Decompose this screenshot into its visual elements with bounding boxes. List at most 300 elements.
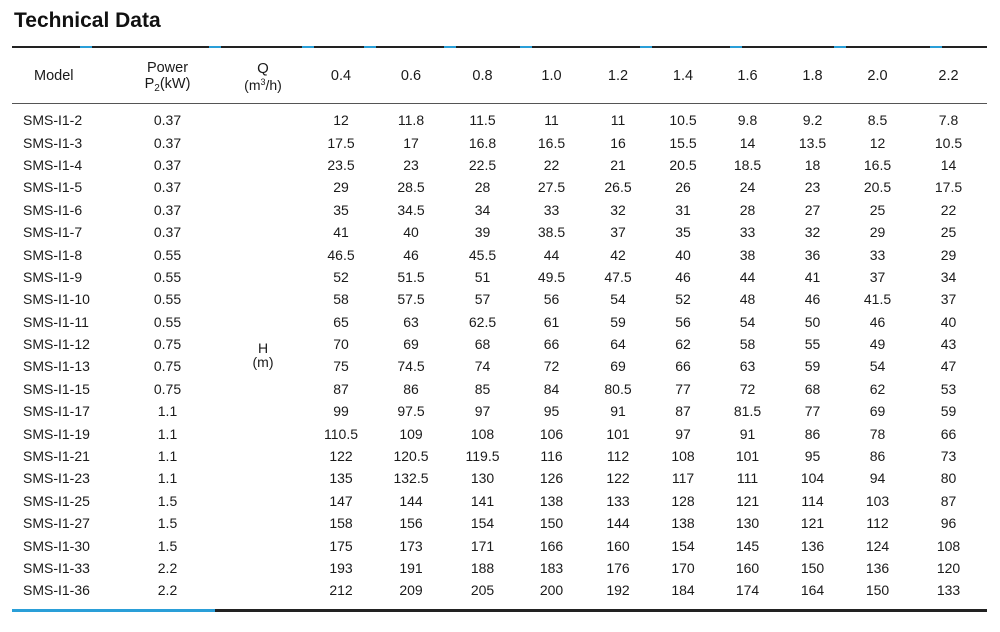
head-value-cell: 212 bbox=[329, 582, 353, 599]
head-value-cell: 80.5 bbox=[604, 380, 632, 397]
table-row bbox=[12, 579, 987, 601]
head-value-cell: 69 bbox=[403, 336, 419, 353]
head-value-cell: 97 bbox=[474, 403, 491, 420]
head-value-cell: 132.5 bbox=[393, 470, 429, 487]
head-value-cell: 147 bbox=[329, 492, 353, 509]
table-row bbox=[12, 266, 987, 288]
head-value-cell: 52 bbox=[675, 291, 691, 308]
head-value-cell: 124 bbox=[865, 537, 890, 554]
head-value-cell: 99 bbox=[333, 403, 349, 420]
head-value-cell: 7.8 bbox=[938, 112, 959, 129]
head-value-cell: 141 bbox=[470, 492, 495, 509]
model-cell: SMS-I1-8 bbox=[23, 246, 83, 263]
head-value-cell: 28.5 bbox=[397, 179, 425, 196]
head-value-cell: 41.5 bbox=[863, 291, 892, 308]
head-value-cell: 55 bbox=[804, 336, 821, 353]
head-value-cell: 50 bbox=[804, 313, 821, 330]
table-row bbox=[12, 154, 987, 176]
head-value-cell: 101 bbox=[735, 448, 760, 465]
head-value-cell: 69 bbox=[610, 358, 626, 375]
head-value-cell: 114 bbox=[801, 492, 824, 509]
head-value-cell: 78 bbox=[869, 425, 886, 442]
head-value-cell: 75 bbox=[333, 358, 349, 375]
head-value-cell: 9.2 bbox=[802, 112, 823, 129]
head-value-cell: 87 bbox=[940, 492, 957, 509]
head-value-cell: 84 bbox=[543, 380, 560, 397]
head-value-cell: 32 bbox=[610, 201, 626, 218]
head-value-cell: 53 bbox=[940, 380, 957, 397]
head-value-cell: 62 bbox=[675, 336, 691, 353]
page-title: Technical Data bbox=[14, 9, 161, 32]
head-value-cell: 11.5 bbox=[469, 112, 496, 129]
power-cell: 2.2 bbox=[157, 582, 178, 599]
head-value-cell: 56 bbox=[675, 313, 691, 330]
model-cell: SMS-I1-27 bbox=[23, 515, 90, 532]
head-value-cell: 154 bbox=[470, 515, 495, 532]
col-header-flow: 1.4 bbox=[672, 67, 694, 84]
power-unit: $P_2(kW)$ bbox=[144, 76, 191, 94]
head-value-cell: 42 bbox=[610, 246, 626, 263]
head-value-cell: 48 bbox=[739, 291, 756, 308]
head-value-cell: 138 bbox=[539, 492, 564, 509]
head-value-cell: 116 bbox=[540, 448, 563, 465]
head-value-cell: 112 bbox=[866, 515, 889, 532]
head-value-cell: 18.5 bbox=[733, 156, 762, 173]
head-value-cell: 59 bbox=[610, 313, 626, 330]
head-value-cell: 62 bbox=[869, 380, 886, 397]
head-value-cell: 16 bbox=[610, 134, 626, 151]
model-cell: SMS-I1-10 bbox=[23, 291, 90, 308]
model-cell: SMS-I1-30 bbox=[23, 537, 90, 554]
power-cell: 1.1 bbox=[157, 425, 178, 442]
head-value-cell: 96 bbox=[940, 515, 957, 532]
col-header-flow: 0.6 bbox=[400, 67, 422, 84]
head-value-cell: 192 bbox=[606, 582, 630, 599]
col-header-flow: 1.2 bbox=[607, 67, 629, 84]
head-value-cell: 95 bbox=[543, 403, 560, 420]
head-value-cell: 81.5 bbox=[733, 403, 762, 420]
head-value-cell: 184 bbox=[671, 582, 695, 599]
table-row bbox=[12, 131, 987, 153]
head-value-cell: 70 bbox=[333, 336, 349, 353]
head-value-cell: 12 bbox=[869, 134, 886, 151]
head-value-cell: 121 bbox=[735, 492, 760, 509]
head-value-cell: 11.8 bbox=[397, 112, 425, 129]
table-row bbox=[12, 199, 987, 221]
power-cell: 0.75 bbox=[153, 336, 182, 353]
head-value-cell: 158 bbox=[329, 515, 353, 532]
head-value-cell: 77 bbox=[804, 403, 821, 420]
head-value-cell: 63 bbox=[403, 313, 419, 330]
model-cell: SMS-I1-19 bbox=[23, 425, 90, 442]
head-value-cell: 72 bbox=[739, 380, 756, 397]
head-value-cell: 209 bbox=[399, 582, 423, 599]
head-value-cell: 69 bbox=[869, 403, 886, 420]
col-header-flow: 2.2 bbox=[938, 67, 959, 84]
head-value-cell: 28 bbox=[474, 179, 491, 196]
head-value-cell: 58 bbox=[333, 291, 349, 308]
head-value-cell: 171 bbox=[470, 537, 495, 554]
head-value-cell: 29 bbox=[333, 179, 349, 196]
power-cell: 0.37 bbox=[153, 224, 182, 241]
head-value-cell: 108 bbox=[936, 537, 961, 554]
head-value-cell: 64 bbox=[610, 336, 626, 353]
head-value-cell: 126 bbox=[539, 470, 564, 487]
head-value-cell: 144 bbox=[399, 492, 423, 509]
head-value-cell: 95 bbox=[804, 448, 821, 465]
head-value-cell: 66 bbox=[675, 358, 691, 375]
head-value-cell: 73 bbox=[940, 448, 957, 465]
head-value-cell: 128 bbox=[671, 492, 695, 509]
head-value-cell: 87 bbox=[675, 403, 691, 420]
head-value-cell: 46 bbox=[804, 291, 821, 308]
head-value-cell: 33 bbox=[543, 201, 560, 218]
table-row bbox=[12, 243, 987, 265]
q-unit: $(m^3/h)$ bbox=[244, 76, 282, 93]
head-value-cell: 13.5 bbox=[798, 134, 827, 151]
head-value-cell: 66 bbox=[940, 425, 957, 442]
power-cell: 1.5 bbox=[157, 492, 178, 509]
head-value-cell: 17.5 bbox=[327, 134, 355, 151]
power-cell: 1.1 bbox=[157, 403, 178, 420]
head-value-cell: 54 bbox=[739, 313, 756, 330]
head-value-cell: 29 bbox=[869, 224, 886, 241]
head-value-cell: 61 bbox=[543, 313, 560, 330]
head-value-cell: 166 bbox=[539, 537, 564, 554]
head-value-cell: 22 bbox=[940, 201, 957, 218]
head-value-cell: 101 bbox=[606, 425, 630, 442]
head-value-cell: 33 bbox=[869, 246, 886, 263]
model-cell: SMS-I1-7 bbox=[23, 224, 83, 241]
head-value-cell: 54 bbox=[869, 358, 886, 375]
head-value-cell: 11 bbox=[610, 112, 626, 129]
head-value-cell: 68 bbox=[474, 336, 491, 353]
head-value-cell: 14 bbox=[739, 134, 756, 151]
head-value-cell: 26 bbox=[675, 179, 691, 196]
head-value-cell: 12 bbox=[333, 112, 349, 129]
col-header-flow: 2.0 bbox=[867, 67, 888, 84]
head-value-cell: 174 bbox=[735, 582, 760, 599]
head-value-cell: 28 bbox=[739, 201, 756, 218]
model-cell: SMS-I1-12 bbox=[23, 336, 90, 353]
head-value-cell: 120 bbox=[936, 560, 961, 576]
head-value-cell: 136 bbox=[865, 560, 890, 576]
head-value-cell: 156 bbox=[399, 515, 423, 532]
technical-data-table bbox=[12, 52, 987, 602]
power-label: Power bbox=[146, 59, 189, 76]
table-row bbox=[12, 288, 987, 310]
table-row bbox=[12, 355, 987, 377]
head-value-cell: 33 bbox=[739, 224, 756, 241]
head-value-cell: 119.5 bbox=[465, 448, 500, 465]
table-row bbox=[12, 109, 987, 131]
head-value-cell: 20.5 bbox=[863, 179, 892, 196]
table-row bbox=[12, 378, 987, 400]
head-value-cell: 193 bbox=[329, 560, 353, 576]
head-value-cell: 56 bbox=[543, 291, 560, 308]
head-value-cell: 16.5 bbox=[537, 134, 566, 151]
head-value-cell: 54 bbox=[610, 291, 626, 308]
head-value-cell: 23 bbox=[804, 179, 821, 196]
head-value-cell: 58 bbox=[739, 336, 756, 353]
head-value-cell: 133 bbox=[936, 582, 961, 599]
head-value-cell: 46 bbox=[675, 268, 691, 285]
head-value-cell: 77 bbox=[675, 380, 691, 397]
head-value-cell: 188 bbox=[470, 560, 495, 576]
head-value-cell: 36 bbox=[804, 246, 821, 263]
head-value-cell: 25 bbox=[940, 224, 957, 241]
head-value-cell: 87 bbox=[333, 380, 349, 397]
head-value-cell: 57 bbox=[474, 291, 491, 308]
head-value-cell: 74 bbox=[474, 358, 491, 375]
head-value-cell: 150 bbox=[865, 582, 890, 599]
head-value-cell: 205 bbox=[470, 582, 495, 599]
power-cell: 0.55 bbox=[153, 313, 182, 330]
head-value-cell: 112 bbox=[606, 448, 630, 465]
head-value-cell: 32 bbox=[804, 224, 821, 241]
head-value-cell: 10.5 bbox=[934, 134, 963, 151]
head-value-cell: 34 bbox=[474, 201, 491, 218]
head-value-cell: 38.5 bbox=[537, 224, 566, 241]
table-row bbox=[12, 221, 987, 243]
model-cell: SMS-I1-33 bbox=[23, 560, 90, 576]
power-cell: 0.75 bbox=[153, 358, 182, 375]
head-value-cell: 122 bbox=[606, 470, 630, 487]
head-value-cell: 94 bbox=[869, 470, 886, 487]
head-value-cell: 16.8 bbox=[468, 134, 497, 151]
model-cell: SMS-I1-11 bbox=[23, 313, 89, 330]
model-cell: SMS-I1-2 bbox=[23, 112, 83, 129]
head-value-cell: 15.5 bbox=[669, 134, 697, 151]
head-value-cell: 80 bbox=[940, 470, 957, 487]
col-header-flow: 0.8 bbox=[472, 67, 493, 84]
head-value-cell: 57.5 bbox=[397, 291, 425, 308]
head-value-cell: 43 bbox=[940, 336, 957, 353]
col-header-model: Model bbox=[34, 67, 74, 84]
head-value-cell: 22.5 bbox=[468, 156, 497, 173]
head-value-cell: 46.5 bbox=[327, 246, 355, 263]
head-value-cell: 40 bbox=[940, 313, 957, 330]
table-row bbox=[12, 445, 987, 467]
col-header-flow: 1.6 bbox=[737, 67, 758, 84]
power-cell: 0.55 bbox=[153, 268, 182, 285]
head-value-cell: 45.5 bbox=[468, 246, 497, 263]
head-value-cell: 86 bbox=[869, 448, 886, 465]
head-value-cell: 191 bbox=[399, 560, 423, 576]
head-value-cell: 117 bbox=[671, 470, 695, 487]
head-value-cell: 160 bbox=[735, 560, 760, 576]
head-value-cell: 106 bbox=[539, 425, 564, 442]
head-value-cell: 136 bbox=[800, 537, 825, 554]
head-value-cell: 109 bbox=[399, 425, 423, 442]
head-value-cell: 9.8 bbox=[737, 112, 758, 129]
head-value-cell: 97.5 bbox=[397, 403, 425, 420]
head-value-cell: 138 bbox=[671, 515, 695, 532]
head-value-cell: 200 bbox=[539, 582, 564, 599]
head-value-cell: 39 bbox=[474, 224, 491, 241]
head-value-cell: 121 bbox=[800, 515, 825, 532]
head-value-cell: 86 bbox=[804, 425, 821, 442]
head-value-cell: 14 bbox=[940, 156, 957, 173]
head-value-cell: 49 bbox=[869, 336, 886, 353]
head-value-cell: 150 bbox=[800, 560, 825, 576]
power-cell: 1.5 bbox=[157, 537, 178, 554]
head-value-cell: 164 bbox=[800, 582, 825, 599]
head-value-cell: 44 bbox=[543, 246, 560, 263]
head-value-cell: 25 bbox=[869, 201, 886, 218]
head-value-cell: 91 bbox=[739, 425, 756, 442]
head-value-cell: 85 bbox=[474, 380, 491, 397]
model-cell: SMS-I1-23 bbox=[23, 470, 90, 487]
head-value-cell: 24 bbox=[739, 179, 756, 196]
table-row bbox=[12, 490, 987, 512]
head-value-cell: 37 bbox=[610, 224, 626, 241]
head-value-cell: 111 bbox=[736, 470, 759, 487]
head-value-cell: 91 bbox=[610, 403, 626, 420]
head-value-cell: 110.5 bbox=[324, 425, 358, 442]
q-label: Q bbox=[257, 59, 269, 77]
model-cell: SMS-I1-36 bbox=[23, 582, 90, 599]
table-row bbox=[12, 534, 987, 556]
model-cell: SMS-I1-13 bbox=[23, 358, 90, 375]
head-value-cell: 37 bbox=[869, 268, 886, 285]
head-value-cell: 59 bbox=[804, 358, 821, 375]
head-value-cell: 47.5 bbox=[604, 268, 632, 285]
head-value-cell: 135 bbox=[329, 470, 353, 487]
table-row bbox=[12, 467, 987, 489]
power-cell: 1.1 bbox=[157, 448, 178, 465]
head-value-cell: 38 bbox=[739, 246, 756, 263]
head-value-cell: 62.5 bbox=[468, 313, 497, 330]
model-cell: SMS-I1-15 bbox=[23, 380, 90, 397]
model-cell: SMS-I1-3 bbox=[23, 134, 83, 151]
power-cell: 0.37 bbox=[153, 201, 182, 218]
col-header-power bbox=[116, 52, 219, 100]
col-header-flow: 1.0 bbox=[541, 67, 562, 84]
head-value-cell: 10.5 bbox=[669, 112, 697, 129]
head-value-cell: 68 bbox=[804, 380, 821, 397]
model-cell: SMS-I1-25 bbox=[23, 492, 90, 509]
head-value-cell: 8.5 bbox=[867, 112, 888, 129]
head-value-cell: 173 bbox=[399, 537, 423, 554]
head-value-cell: 17.5 bbox=[934, 179, 963, 196]
head-value-cell: 120.5 bbox=[393, 448, 429, 465]
head-value-cell: 65 bbox=[333, 313, 349, 330]
head-value-cell: 34 bbox=[940, 268, 957, 285]
head-value-cell: 72 bbox=[543, 358, 560, 375]
head-value-cell: 183 bbox=[539, 560, 564, 576]
head-value-cell: 49.5 bbox=[537, 268, 566, 285]
head-value-cell: 31 bbox=[675, 201, 691, 218]
table-row bbox=[12, 176, 987, 198]
head-value-cell: 46 bbox=[403, 246, 419, 263]
head-value-cell: 20.5 bbox=[669, 156, 697, 173]
head-value-cell: 27 bbox=[804, 201, 821, 218]
head-value-cell: 17 bbox=[403, 134, 419, 151]
head-value-cell: 104 bbox=[800, 470, 825, 487]
head-value-cell: 40 bbox=[675, 246, 691, 263]
head-value-cell: 97 bbox=[675, 425, 691, 442]
head-value-cell: 63 bbox=[739, 358, 756, 375]
table-row bbox=[12, 400, 987, 422]
table-row bbox=[12, 557, 987, 579]
model-cell: SMS-I1-5 bbox=[23, 179, 83, 196]
power-cell: 0.55 bbox=[153, 291, 182, 308]
head-value-cell: 23.5 bbox=[327, 156, 355, 173]
col-header-q bbox=[219, 52, 307, 100]
head-value-cell: 41 bbox=[804, 268, 821, 285]
top-rule bbox=[12, 46, 987, 48]
head-value-cell: 59 bbox=[940, 403, 957, 420]
head-value-cell: 150 bbox=[539, 515, 564, 532]
head-value-cell: 35 bbox=[333, 201, 349, 218]
head-value-cell: 40 bbox=[403, 224, 419, 241]
power-cell: 0.37 bbox=[153, 134, 182, 151]
col-header-flow: 1.8 bbox=[802, 67, 823, 84]
model-cell: SMS-I1-9 bbox=[23, 268, 83, 285]
power-cell: 0.37 bbox=[153, 112, 182, 129]
head-value-cell: 145 bbox=[735, 537, 760, 554]
head-value-cell: 176 bbox=[606, 560, 630, 576]
head-value-cell: 27.5 bbox=[537, 179, 566, 196]
head-value-cell: 122 bbox=[329, 448, 353, 465]
head-value-cell: 133 bbox=[606, 492, 630, 509]
power-cell: 0.37 bbox=[153, 179, 182, 196]
power-cell: 1.5 bbox=[157, 515, 178, 532]
power-cell: 2.2 bbox=[157, 560, 178, 576]
head-value-cell: 51.5 bbox=[397, 268, 425, 285]
header-row bbox=[12, 52, 987, 100]
table-row bbox=[12, 333, 987, 355]
head-unit-label: H (m) bbox=[252, 340, 274, 371]
head-value-cell: 44 bbox=[739, 268, 756, 285]
head-value-cell: 46 bbox=[869, 313, 886, 330]
head-value-cell: 26.5 bbox=[604, 179, 632, 196]
head-value-cell: 23 bbox=[403, 156, 419, 173]
head-value-cell: 170 bbox=[671, 560, 695, 576]
head-value-cell: 130 bbox=[735, 515, 760, 532]
head-value-cell: 108 bbox=[671, 448, 695, 465]
head-value-cell: 21 bbox=[610, 156, 626, 173]
head-value-cell: 86 bbox=[403, 380, 419, 397]
power-cell: 0.75 bbox=[153, 380, 182, 397]
head-value-cell: 103 bbox=[865, 492, 890, 509]
head-value-cell: 11 bbox=[544, 112, 559, 129]
head-value-cell: 74.5 bbox=[397, 358, 425, 375]
head-value-cell: 52 bbox=[333, 268, 349, 285]
head-value-cell: 35 bbox=[675, 224, 691, 241]
head-value-cell: 41 bbox=[333, 224, 349, 241]
table-row bbox=[12, 311, 987, 333]
head-value-cell: 37 bbox=[940, 291, 957, 308]
col-header-flow: 0.4 bbox=[330, 67, 352, 84]
head-value-cell: 144 bbox=[606, 515, 630, 532]
table-row bbox=[12, 512, 987, 534]
head-value-cell: 47 bbox=[940, 358, 957, 375]
head-value-cell: 34.5 bbox=[397, 201, 425, 218]
bottom-rule bbox=[12, 609, 987, 612]
head-value-cell: 108 bbox=[470, 425, 495, 442]
power-cell: 0.55 bbox=[153, 246, 182, 263]
power-cell: 1.1 bbox=[157, 470, 178, 487]
head-value-cell: 175 bbox=[329, 537, 353, 554]
head-value-cell: 22 bbox=[543, 156, 560, 173]
head-value-cell: 18 bbox=[804, 156, 821, 173]
head-value-cell: 160 bbox=[606, 537, 630, 554]
head-value-cell: 16.5 bbox=[863, 156, 892, 173]
head-value-cell: 154 bbox=[671, 537, 695, 554]
head-value-cell: 29 bbox=[940, 246, 957, 263]
